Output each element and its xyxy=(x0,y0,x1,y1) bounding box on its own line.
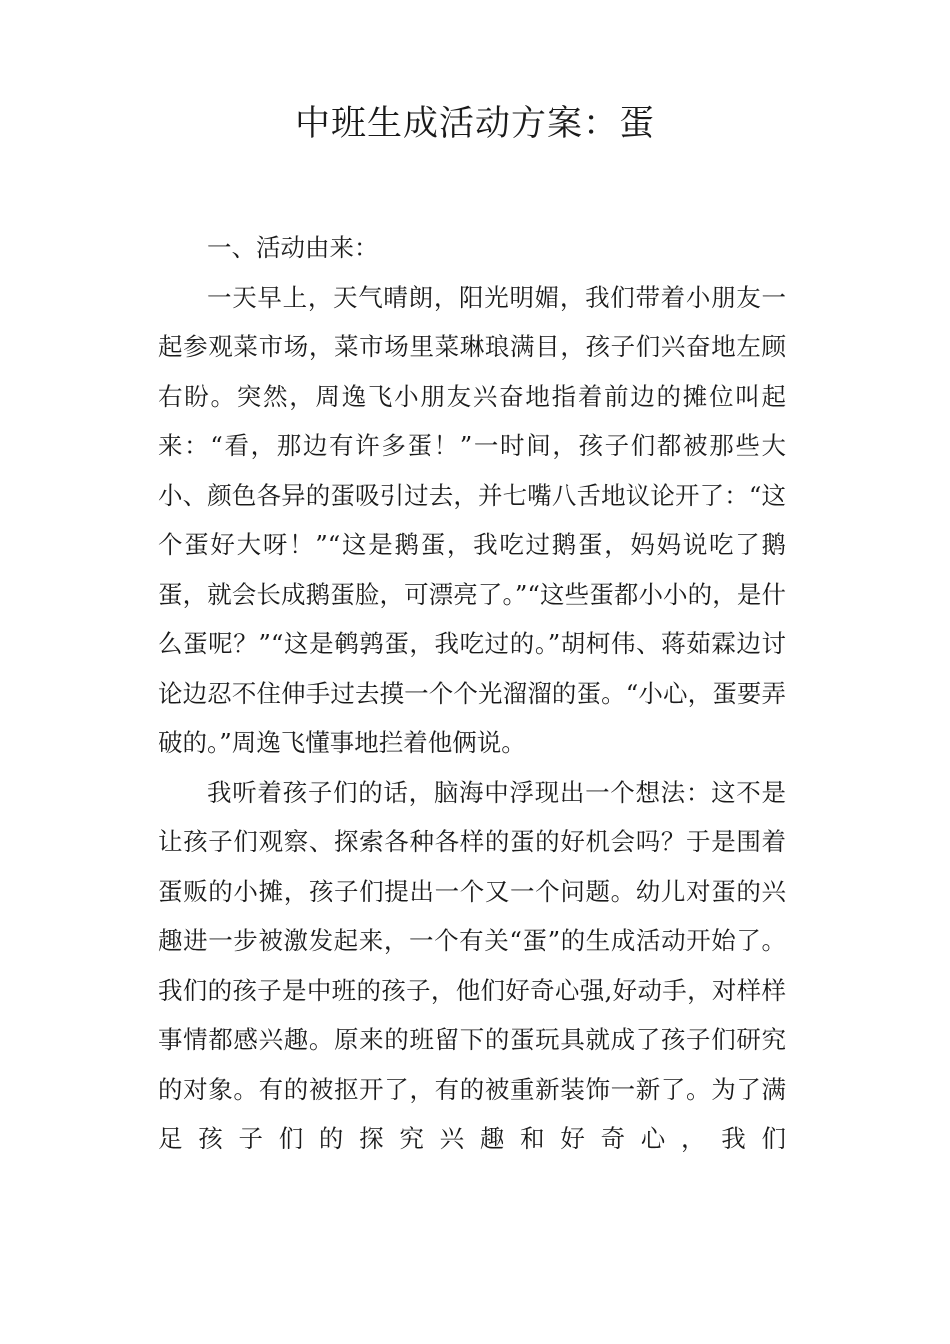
body-paragraph: 我听着孩子们的话，脑海中浮现出一个想法：这不是让孩子们观察、探索各种各样的蛋的好机会吗？于是围着蛋贩的小摊，孩子们提出一个又一个问题。幼儿对蛋的兴趣进一步被激发起来，一个有关“蛋”的生成活动开始了。我们的孩子是中班的孩子，他们好奇心强,好动手，对样样事情都感兴趣。原来的班留下的蛋玩具就成了孩子们研究的对象。有的被抠开了，有的被重新装饰一新了。为了满足孩子们的探究兴趣和好奇心，我们 xyxy=(158,777,786,1153)
document-body xyxy=(158,223,786,1164)
body-paragraph: 一天早上，天气晴朗，阳光明媚，我们带着小朋友一起参观菜市场，菜市场里菜琳琅满目，孩子们兴奋地左顾右盼。突然，周逸飞小朋友兴奋地指着前边的摊位叫起来：“看，那边有许多蛋！”一时间，孩子们都被那些大小、颜色各异的蛋吸引过去，并七嘴八舌地议论开了：“这个蛋好大呀！”“这是鹅蛋，我吃过鹅蛋，妈妈说吃了鹅蛋，就会长成鹅蛋脸，可漂亮了。”“这些蛋都小小的，是什么蛋呢？”“这是鹌鹑蛋，我吃过的。”胡柯伟、蒋茹霖边讨论边忍不住伸手过去摸一个个光溜溜的蛋。“小心，蛋要弄破的。”周逸飞懂事地拦着他俩说。 xyxy=(158,282,786,757)
section-heading: 一、活动由来： xyxy=(207,233,379,262)
document-title: 中班生成活动方案：蛋 xyxy=(294,104,655,144)
